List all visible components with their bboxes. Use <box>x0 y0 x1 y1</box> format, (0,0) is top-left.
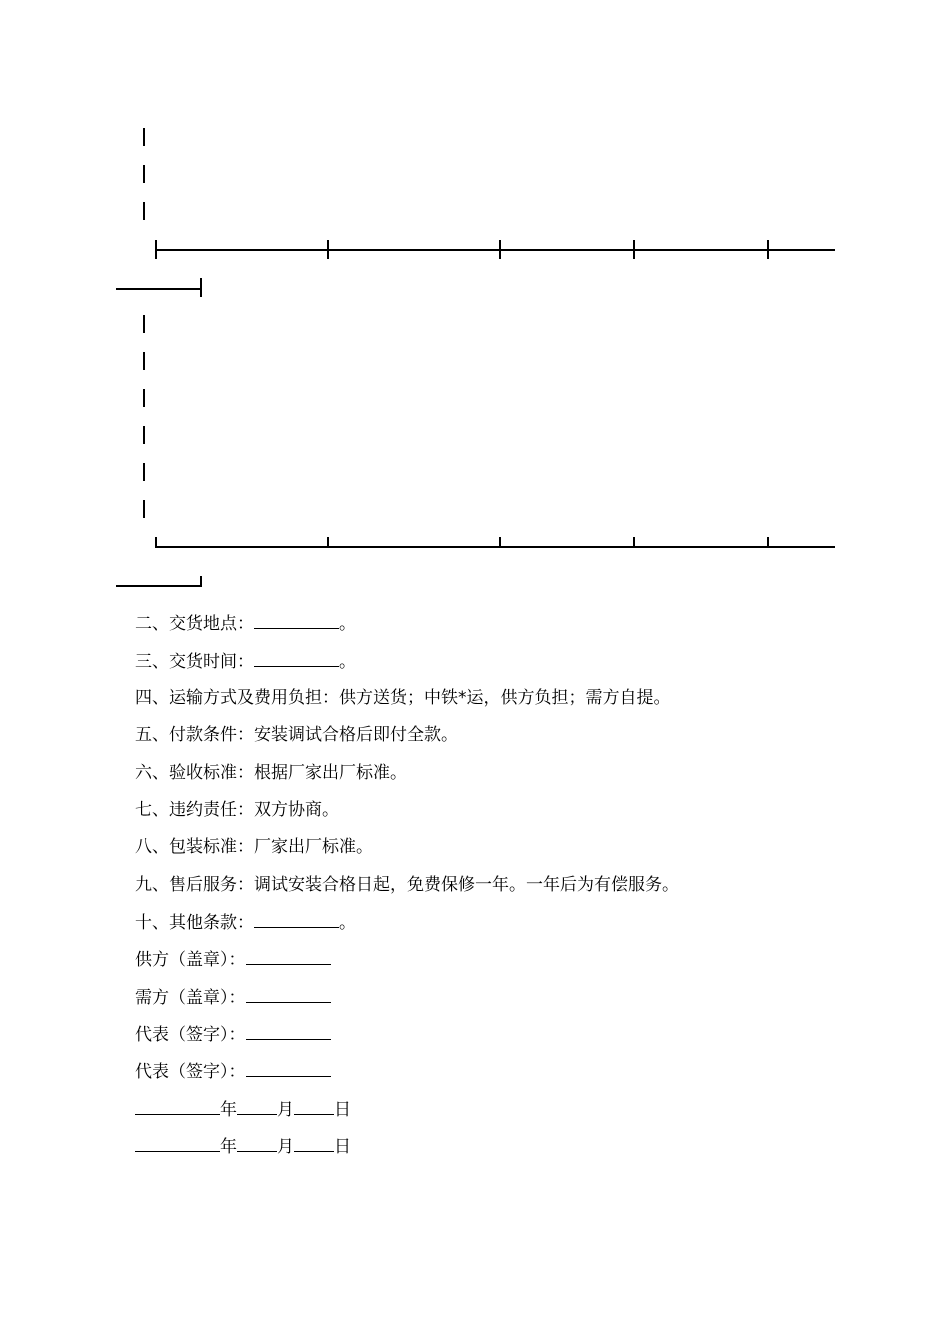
table-left-border <box>143 202 145 220</box>
date-day: 日 <box>334 1137 351 1157</box>
term-label: 三、交货时间： <box>135 652 254 672</box>
term-delivery-place <box>135 612 356 635</box>
blank-field <box>135 1098 220 1115</box>
blank-field <box>237 1135 277 1152</box>
table-left-border <box>143 315 145 333</box>
term-label: 二、交货地点： <box>135 614 254 634</box>
blank-field <box>294 1135 334 1152</box>
term-acceptance <box>135 762 407 784</box>
table-left-border <box>143 500 145 518</box>
blank-field <box>246 1023 331 1040</box>
term-label: 六、验收标准：根据厂家出厂标准。 <box>135 763 407 783</box>
term-after-sales <box>135 874 679 896</box>
signature-label: 供方（盖章）： <box>135 950 246 970</box>
signature-label: 代表（签字）： <box>135 1062 246 1082</box>
blank-field <box>294 1098 334 1115</box>
signature-buyer-seal <box>135 986 331 1009</box>
table-left-border <box>143 463 145 481</box>
date-line <box>135 1098 351 1121</box>
term-suffix: 。 <box>339 652 356 672</box>
term-label: 七、违约责任：双方协商。 <box>135 800 339 820</box>
term-label: 五、付款条件：安装调试合格后即付全款。 <box>135 725 458 745</box>
term-other <box>135 911 356 934</box>
blank-field <box>246 1060 331 1077</box>
blank-field <box>246 986 331 1003</box>
term-delivery-time <box>135 650 356 673</box>
term-transport <box>135 687 671 709</box>
table-left-border <box>143 165 145 183</box>
date-year: 年 <box>220 1100 237 1120</box>
date-day: 日 <box>334 1100 351 1120</box>
blank-field <box>237 1098 277 1115</box>
signature-representative <box>135 1023 331 1046</box>
term-payment <box>135 724 458 746</box>
signature-label: 需方（盖章）： <box>135 988 246 1008</box>
blank-field <box>254 612 339 629</box>
signature-representative <box>135 1060 331 1083</box>
table-left-border <box>143 426 145 444</box>
term-packaging <box>135 836 373 858</box>
term-label: 九、售后服务：调试安装合格日起，免费保修一年。一年后为有偿服务。 <box>135 875 679 895</box>
date-month: 月 <box>277 1100 294 1120</box>
blank-field <box>135 1135 220 1152</box>
table-left-border <box>143 389 145 407</box>
signature-label: 代表（签字）： <box>135 1025 246 1045</box>
blank-field <box>254 911 339 928</box>
table-left-border <box>143 128 145 146</box>
blank-field <box>254 650 339 667</box>
term-label: 十、其他条款： <box>135 913 254 933</box>
term-label: 四、运输方式及费用负担：供方送货；中铁*运，供方负担；需方自提。 <box>135 688 671 708</box>
term-suffix: 。 <box>339 614 356 634</box>
term-suffix: 。 <box>339 913 356 933</box>
date-line <box>135 1135 351 1158</box>
blank-field <box>246 948 331 965</box>
term-liability <box>135 799 339 821</box>
table-left-border <box>143 352 145 370</box>
signature-supplier-seal <box>135 948 331 971</box>
term-label: 八、包装标准：厂家出厂标准。 <box>135 837 373 857</box>
date-year: 年 <box>220 1137 237 1157</box>
date-month: 月 <box>277 1137 294 1157</box>
